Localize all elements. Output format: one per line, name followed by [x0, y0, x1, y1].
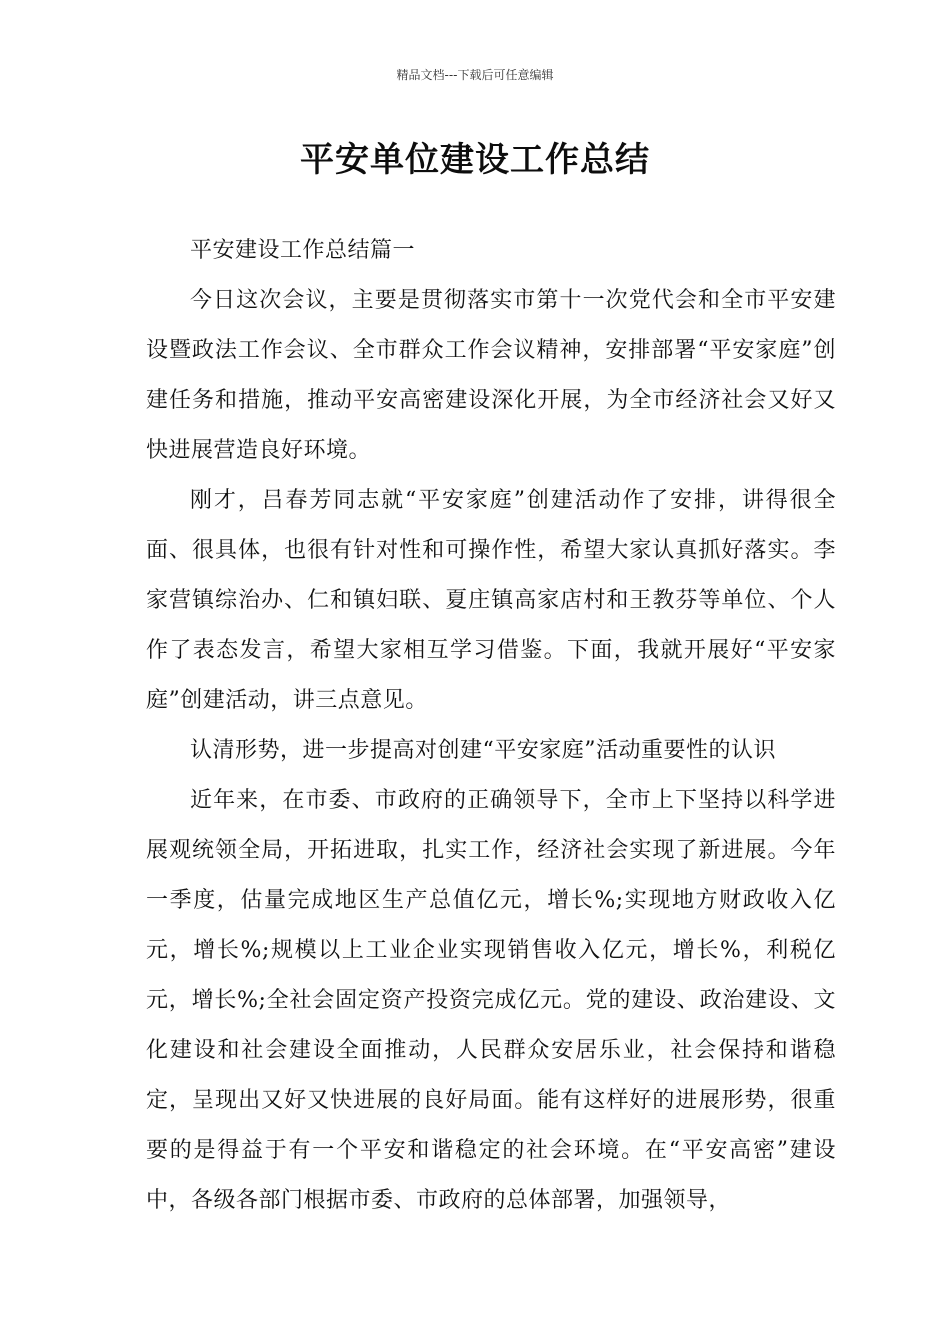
document-body — [146, 226, 836, 1226]
body-paragraph: 今日这次会议，主要是贯彻落实市第十一次党代会和全市平安建设暨政法工作会议、全市群众工作会议精神，安排部署“平安家庭”创建任务和措施，推动平安高密建设深化开展，为全市经济社会又好又快进展营造良好环境。 — [146, 288, 836, 463]
section-heading: 平安建设工作总结篇一 — [190, 238, 416, 263]
body-paragraph: 近年来，在市委、市政府的正确领导下，全市上下坚持以科学进展观统领全局，开拓进取，扎实工作，经济社会实现了新进展。今年一季度，估量完成地区生产总值亿元，增长%;实现地方财政收入亿元，增长%;规模以上工业企业实现销售收入亿元，增长%，利税亿元，增长%;全社会固定资产投资完成亿元。党的建设、政治建设、文化建设和社会建设全面推动，人民群众安居乐业，社会保持和谐稳定，呈现出又好又快进展的良好局面。能有这样好的进展形势，很重要的是得益于有一个平安和谐稳定的社会环境。在“平安高密”建设中，各级各部门根据市委、市政府的总体部署，加强领导， — [146, 788, 836, 1213]
subsection-heading: 认清形势，进一步提高对创建“平安家庭”活动重要性的认识 — [190, 738, 776, 763]
header-note: 精品文档---下载后可任意编辑 — [396, 68, 554, 82]
document-title: 平安单位建设工作总结 — [300, 140, 650, 180]
body-paragraph: 刚才，吕春芳同志就“平安家庭”创建活动作了安排，讲得很全面、很具体，也很有针对性和可操作性，希望大家认真抓好落实。李家营镇综治办、仁和镇妇联、夏庄镇高家店村和王教芬等单位、个人作了表态发言，希望大家相互学习借鉴。下面，我就开展好“平安家庭”创建活动，讲三点意见。 — [146, 488, 836, 713]
